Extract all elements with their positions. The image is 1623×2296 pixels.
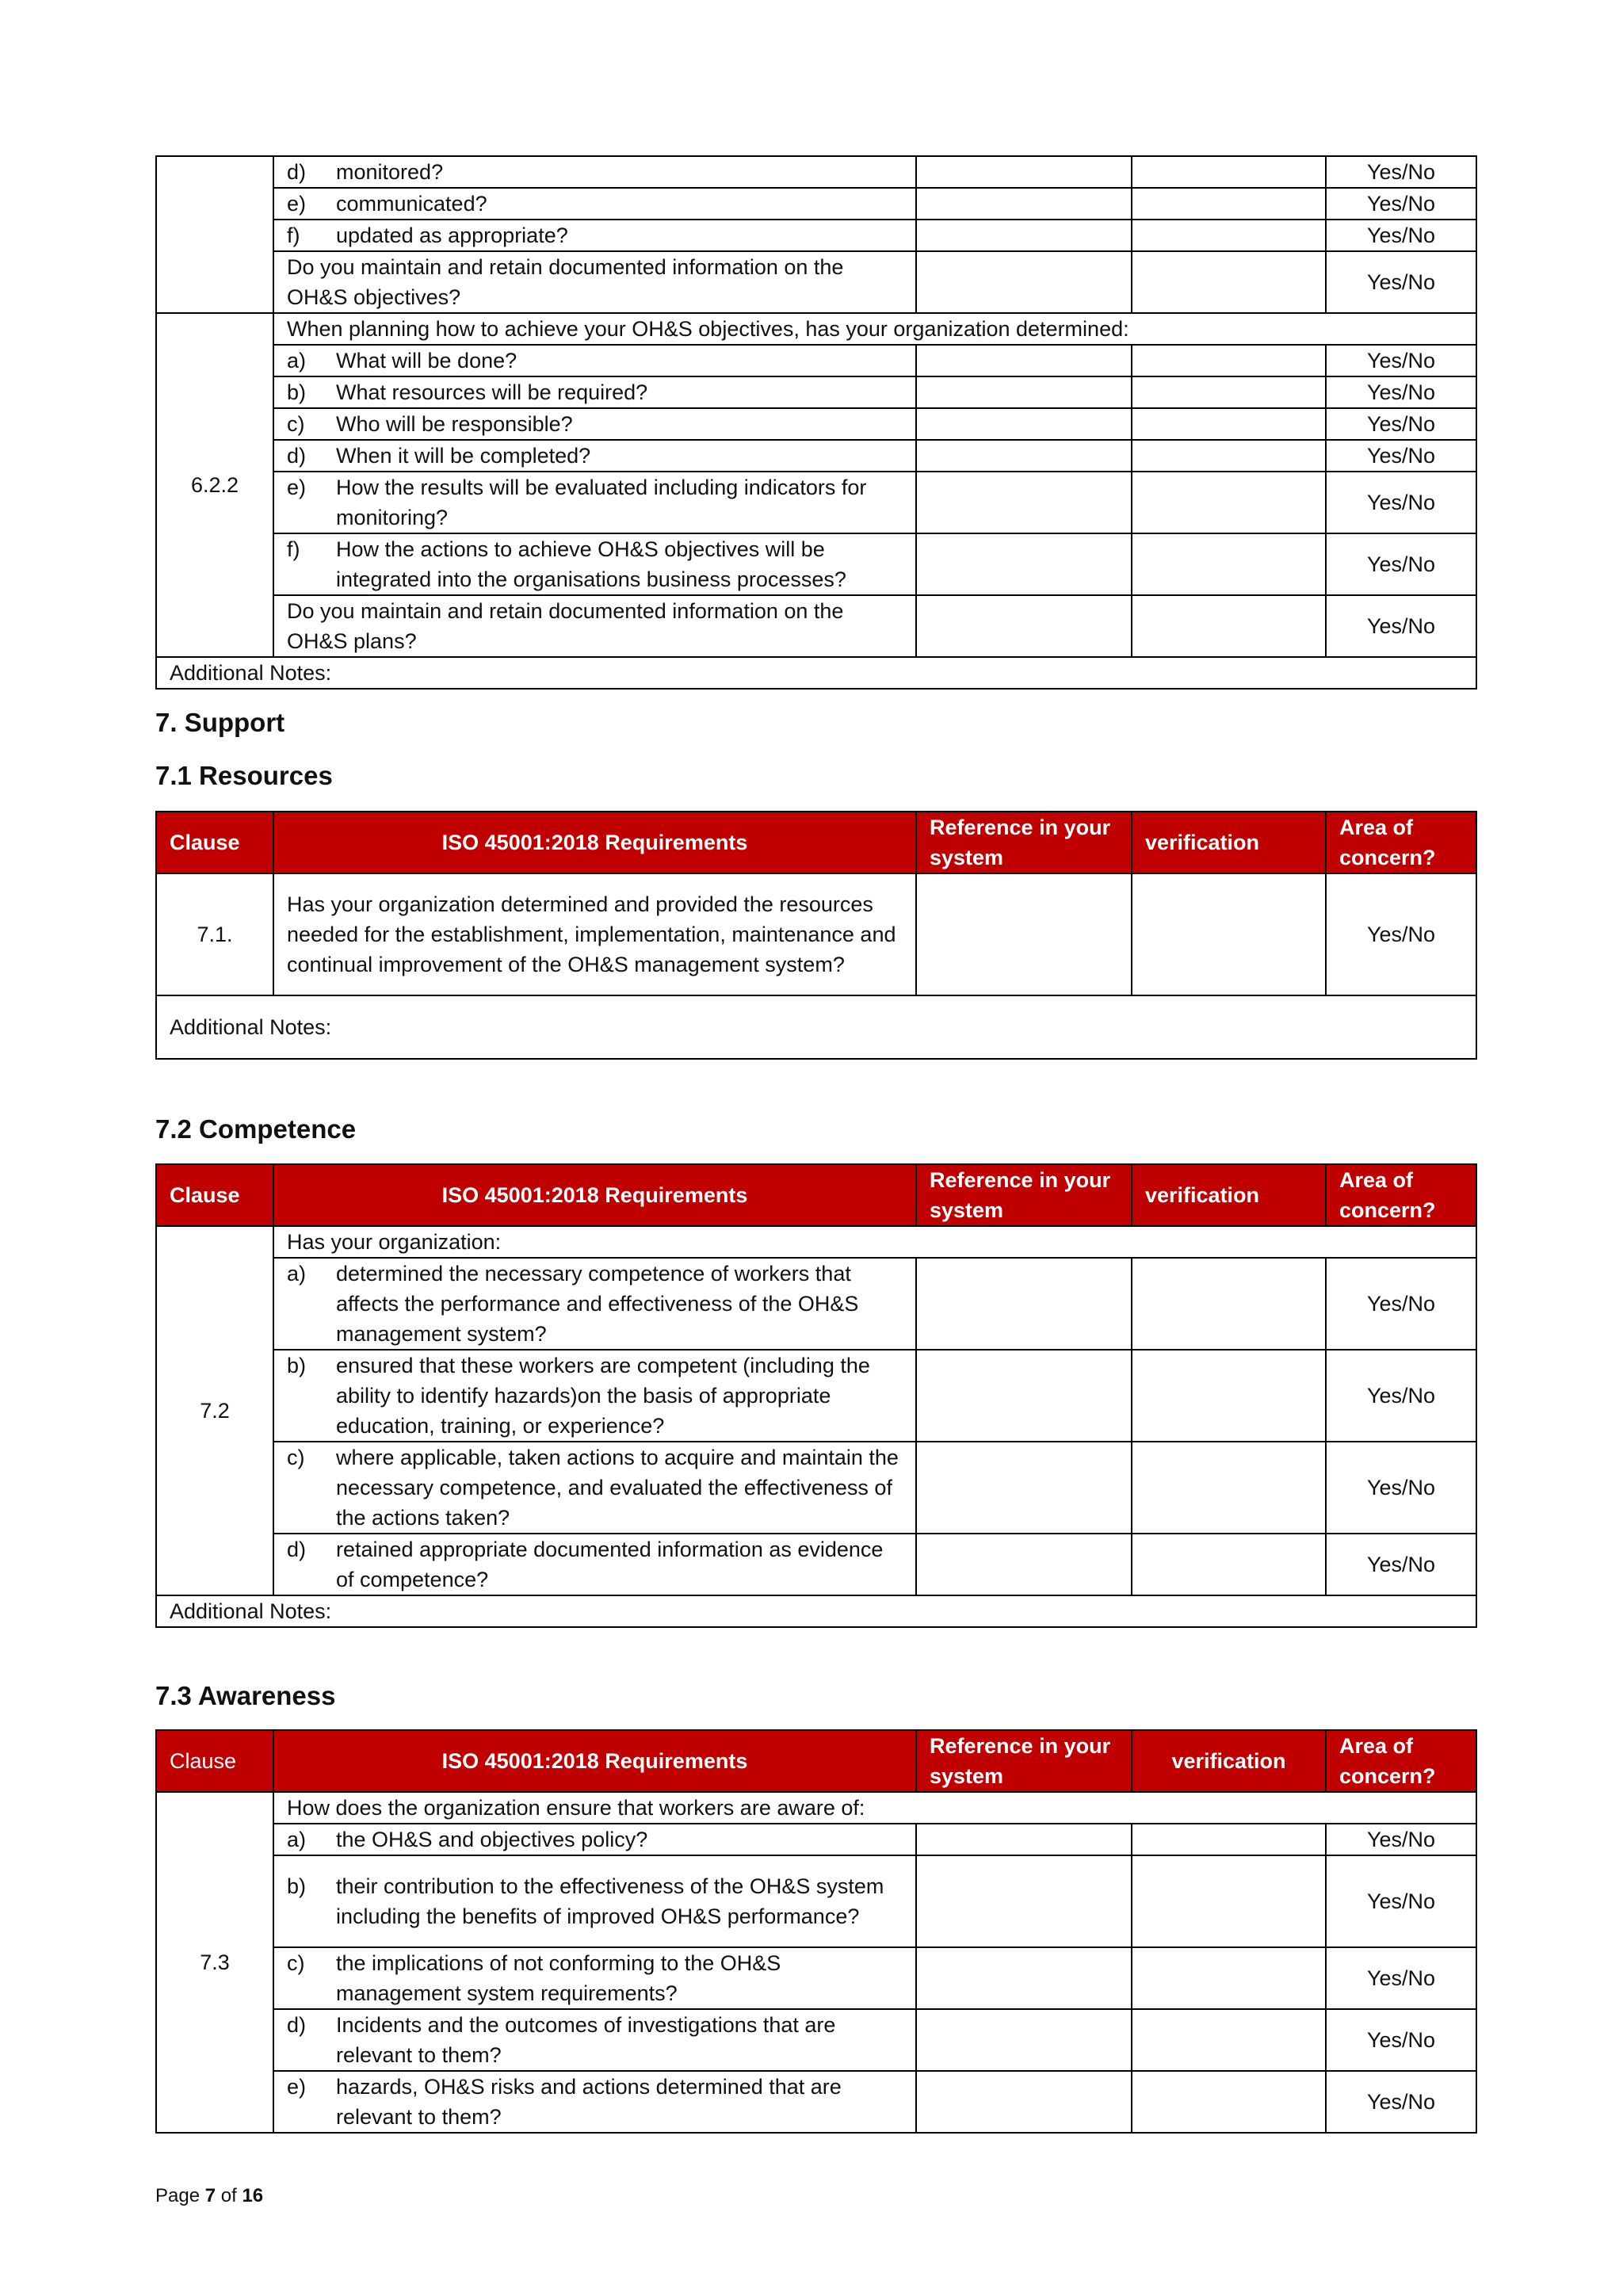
additional-notes-row <box>156 657 1476 689</box>
verification-cell[interactable] <box>1132 472 1326 533</box>
section-heading-awareness: 7.3 Awareness <box>155 1681 336 1710</box>
table-row: f) updated as appropriate? Yes/No <box>156 220 1476 251</box>
table-row: e) How the results will be evaluated including indicators for monitoring? Yes/No <box>156 472 1476 533</box>
yes-no-cell[interactable]: Yes/No <box>1326 2009 1476 2071</box>
reference-cell[interactable] <box>916 188 1132 220</box>
table-row <box>156 1226 1476 1258</box>
verification-cell[interactable] <box>1132 2009 1326 2071</box>
yes-no-cell[interactable]: Yes/No <box>1326 1442 1476 1534</box>
table-7-2 <box>155 1163 1477 1628</box>
table-row: c) where applicable, taken actions to acquire and maintain the necessary competence, and evaluated the effectiveness of the actions taken? Yes/No <box>156 1442 1476 1534</box>
verification-cell[interactable] <box>1132 1824 1326 1855</box>
requirement-text: the implications of not conforming to the OH&S management system requirements? <box>336 1951 781 2005</box>
verification-cell[interactable] <box>1132 1350 1326 1442</box>
table-row <box>156 873 1476 995</box>
reference-cell[interactable] <box>916 345 1132 376</box>
additional-notes[interactable]: Additional Notes: <box>156 657 1476 689</box>
header-clause: Clause <box>156 1164 273 1226</box>
reference-cell[interactable] <box>916 1534 1132 1595</box>
reference-cell[interactable] <box>916 440 1132 472</box>
table-row <box>156 313 1476 345</box>
table-row: e) communicated? Yes/No <box>156 188 1476 220</box>
table-row: d) monitored? Yes/No <box>156 156 1476 188</box>
verification-cell[interactable] <box>1132 1534 1326 1595</box>
verification-cell[interactable] <box>1132 220 1326 251</box>
requirement-intro: Has your organization: <box>273 1226 1476 1258</box>
requirement-text: determined the necessary competence of workers that affects the performance and effectiveness of the OH&S management system? <box>336 1262 859 1346</box>
verification-cell[interactable] <box>1132 533 1326 595</box>
clause-cell <box>156 156 273 313</box>
additional-notes[interactable]: Additional Notes: <box>156 995 1476 1059</box>
verification-cell[interactable] <box>1132 2071 1326 2133</box>
reference-cell[interactable] <box>916 2071 1132 2133</box>
yes-no-cell[interactable]: Yes/No <box>1326 188 1476 220</box>
yes-no-cell[interactable]: Yes/No <box>1326 1258 1476 1350</box>
verification-cell[interactable] <box>1132 156 1326 188</box>
reference-cell[interactable] <box>916 1258 1132 1350</box>
header-concern: Area of concern? <box>1326 1164 1476 1226</box>
requirement-text: hazards, OH&S risks and actions determined that are relevant to them? <box>336 2075 842 2129</box>
reference-cell[interactable] <box>916 1947 1132 2009</box>
reference-cell[interactable] <box>916 873 1132 995</box>
requirement-intro: When planning how to achieve your OH&S objectives, has your organization determined: <box>273 313 1476 345</box>
reference-cell[interactable] <box>916 1350 1132 1442</box>
table-7-3 <box>155 1729 1477 2134</box>
verification-cell[interactable] <box>1132 873 1326 995</box>
reference-cell[interactable] <box>916 408 1132 440</box>
page-number: 7 <box>204 2185 216 2206</box>
section-heading-resources: 7.1 Resources <box>155 761 333 790</box>
requirement-text: Do you maintain and retain documented information on the OH&S objectives? <box>273 251 916 313</box>
yes-no-cell[interactable]: Yes/No <box>1326 1350 1476 1442</box>
requirement-text: When it will be completed? <box>336 444 591 468</box>
verification-cell[interactable] <box>1132 1947 1326 2009</box>
yes-no-cell[interactable]: Yes/No <box>1326 156 1476 188</box>
reference-cell[interactable] <box>916 472 1132 533</box>
table-header-row <box>156 1730 1476 1792</box>
header-concern: Area of concern? <box>1326 812 1476 873</box>
yes-no-cell[interactable]: Yes/No <box>1326 595 1476 657</box>
table-row: a) the OH&S and objectives policy? Yes/No <box>156 1824 1476 1855</box>
additional-notes-row <box>156 1595 1476 1627</box>
verification-cell[interactable] <box>1132 595 1326 657</box>
table-row: a) determined the necessary competence of workers that affects the performance and effectiveness of the OH&S management system? Yes/No <box>156 1258 1476 1350</box>
header-requirements: ISO 45001:2018 Requirements <box>273 812 916 873</box>
requirement-text: What will be done? <box>336 349 517 372</box>
requirement-text: Do you maintain and retain documented information on the OH&S plans? <box>273 595 916 657</box>
yes-no-cell[interactable]: Yes/No <box>1326 376 1476 408</box>
reference-cell[interactable] <box>916 220 1132 251</box>
reference-cell[interactable] <box>916 156 1132 188</box>
requirement-text: the OH&S and objectives policy? <box>336 1828 648 1851</box>
table-row <box>156 1792 1476 1824</box>
verification-cell[interactable] <box>1132 188 1326 220</box>
page-footer: Page 7 of 16 <box>155 2185 264 2206</box>
verification-cell[interactable] <box>1132 1258 1326 1350</box>
header-reference: Reference in your system <box>916 812 1132 873</box>
header-verification: verification <box>1132 1730 1326 1792</box>
clause-number: 7.1. <box>156 873 273 995</box>
yes-no-cell[interactable]: Yes/No <box>1326 873 1476 995</box>
additional-notes[interactable]: Additional Notes: <box>156 1595 1476 1627</box>
header-verification: verification <box>1132 812 1326 873</box>
requirement-text: ensured that these workers are competent (including the ability to identify hazards)on the basis of appropriate education, training, or experience? <box>336 1354 870 1438</box>
verification-cell[interactable] <box>1132 345 1326 376</box>
clause-number: 6.2.2 <box>156 313 273 657</box>
yes-no-cell[interactable]: Yes/No <box>1326 345 1476 376</box>
yes-no-cell[interactable]: Yes/No <box>1326 1855 1476 1947</box>
table-7-1 <box>155 811 1477 1060</box>
page-total: 16 <box>242 2185 264 2206</box>
verification-cell[interactable] <box>1132 376 1326 408</box>
requirement-intro: How does the organization ensure that workers are aware of: <box>273 1792 1476 1824</box>
reference-cell[interactable] <box>916 533 1132 595</box>
clause-number: 7.3 <box>156 1792 273 2133</box>
header-clause: Clause <box>156 812 273 873</box>
reference-cell[interactable] <box>916 1442 1132 1534</box>
reference-cell[interactable] <box>916 376 1132 408</box>
requirement-text: retained appropriate documented information as evidence of competence? <box>336 1538 884 1591</box>
additional-notes-row <box>156 995 1476 1059</box>
requirement-text: where applicable, taken actions to acquire and maintain the necessary competence, and evaluated the effectiveness of the actions taken? <box>336 1446 899 1530</box>
verification-cell[interactable] <box>1132 1442 1326 1534</box>
table-row: f) How the actions to achieve OH&S objectives will be integrated into the organisations business processes? Yes/No <box>156 533 1476 595</box>
verification-cell[interactable] <box>1132 440 1326 472</box>
reference-cell[interactable] <box>916 1824 1132 1855</box>
header-requirements: ISO 45001:2018 Requirements <box>273 1730 916 1792</box>
requirement-text: Who will be responsible? <box>336 412 573 436</box>
yes-no-cell[interactable]: Yes/No <box>1326 1824 1476 1855</box>
requirement-text: Incidents and the outcomes of investigations that are relevant to them? <box>336 2013 836 2067</box>
table-row: b) What resources will be required? Yes/No <box>156 376 1476 408</box>
table-row: b) ensured that these workers are competent (including the ability to identify hazards)on the basis of appropriate education, training, or experience? Yes/No <box>156 1350 1476 1442</box>
verification-cell[interactable] <box>1132 1855 1326 1947</box>
yes-no-cell[interactable]: Yes/No <box>1326 220 1476 251</box>
reference-cell[interactable] <box>916 251 1132 313</box>
section-heading-support: 7. Support <box>155 708 285 737</box>
table-row <box>156 251 1476 313</box>
yes-no-cell[interactable]: Yes/No <box>1326 1534 1476 1595</box>
requirement-text: How the actions to achieve OH&S objectives will be integrated into the organisations business processes? <box>336 537 846 591</box>
header-concern: Area of concern? <box>1326 1730 1476 1792</box>
table-6-2 <box>155 155 1477 690</box>
table-row: e) hazards, OH&S risks and actions determined that are relevant to them? Yes/No <box>156 2071 1476 2133</box>
verification-cell[interactable] <box>1132 251 1326 313</box>
reference-cell[interactable] <box>916 2009 1132 2071</box>
table-row: a) What will be done? Yes/No <box>156 345 1476 376</box>
table-row: c) Who will be responsible? Yes/No <box>156 408 1476 440</box>
requirement-text: What resources will be required? <box>336 380 648 404</box>
reference-cell[interactable] <box>916 1855 1132 1947</box>
header-requirements: ISO 45001:2018 Requirements <box>273 1164 916 1226</box>
table-row <box>156 595 1476 657</box>
table-row: b) their contribution to the effectiveness of the OH&S system including the benefits of improved OH&S performance? Yes/No <box>156 1855 1476 1947</box>
table-row: d) Incidents and the outcomes of investigations that are relevant to them? Yes/No <box>156 2009 1476 2071</box>
table-row: d) When it will be completed? Yes/No <box>156 440 1476 472</box>
table-row: c) the implications of not conforming to the OH&S management system requirements? Yes/No <box>156 1947 1476 2009</box>
requirement-text: updated as appropriate? <box>336 223 568 247</box>
requirement-text: Has your organization determined and provided the resources needed for the establishment, implementation, maintenance and continual improvement of the OH&S management system? <box>273 873 916 995</box>
yes-no-cell[interactable]: Yes/No <box>1326 472 1476 533</box>
yes-no-cell[interactable]: Yes/No <box>1326 1947 1476 2009</box>
section-heading-competence: 7.2 Competence <box>155 1114 357 1144</box>
yes-no-cell[interactable]: Yes/No <box>1326 2071 1476 2133</box>
table-row: d) retained appropriate documented information as evidence of competence? Yes/No <box>156 1534 1476 1595</box>
verification-cell[interactable] <box>1132 408 1326 440</box>
header-reference: Reference in your system <box>916 1164 1132 1226</box>
header-verification: verification <box>1132 1164 1326 1226</box>
requirement-text: their contribution to the effectiveness of the OH&S system including the benefits of improved OH&S performance? <box>336 1874 884 1928</box>
header-reference: Reference in your system <box>916 1730 1132 1792</box>
requirement-text: monitored? <box>336 160 444 184</box>
reference-cell[interactable] <box>916 595 1132 657</box>
table-header-row <box>156 812 1476 873</box>
yes-no-cell[interactable]: Yes/No <box>1326 251 1476 313</box>
clause-number: 7.2 <box>156 1226 273 1595</box>
yes-no-cell[interactable]: Yes/No <box>1326 533 1476 595</box>
header-clause: Clause <box>156 1730 273 1792</box>
requirement-text: communicated? <box>336 192 487 216</box>
yes-no-cell[interactable]: Yes/No <box>1326 408 1476 440</box>
yes-no-cell[interactable]: Yes/No <box>1326 440 1476 472</box>
requirement-text: How the results will be evaluated including indicators for monitoring? <box>336 476 867 529</box>
table-header-row <box>156 1164 1476 1226</box>
